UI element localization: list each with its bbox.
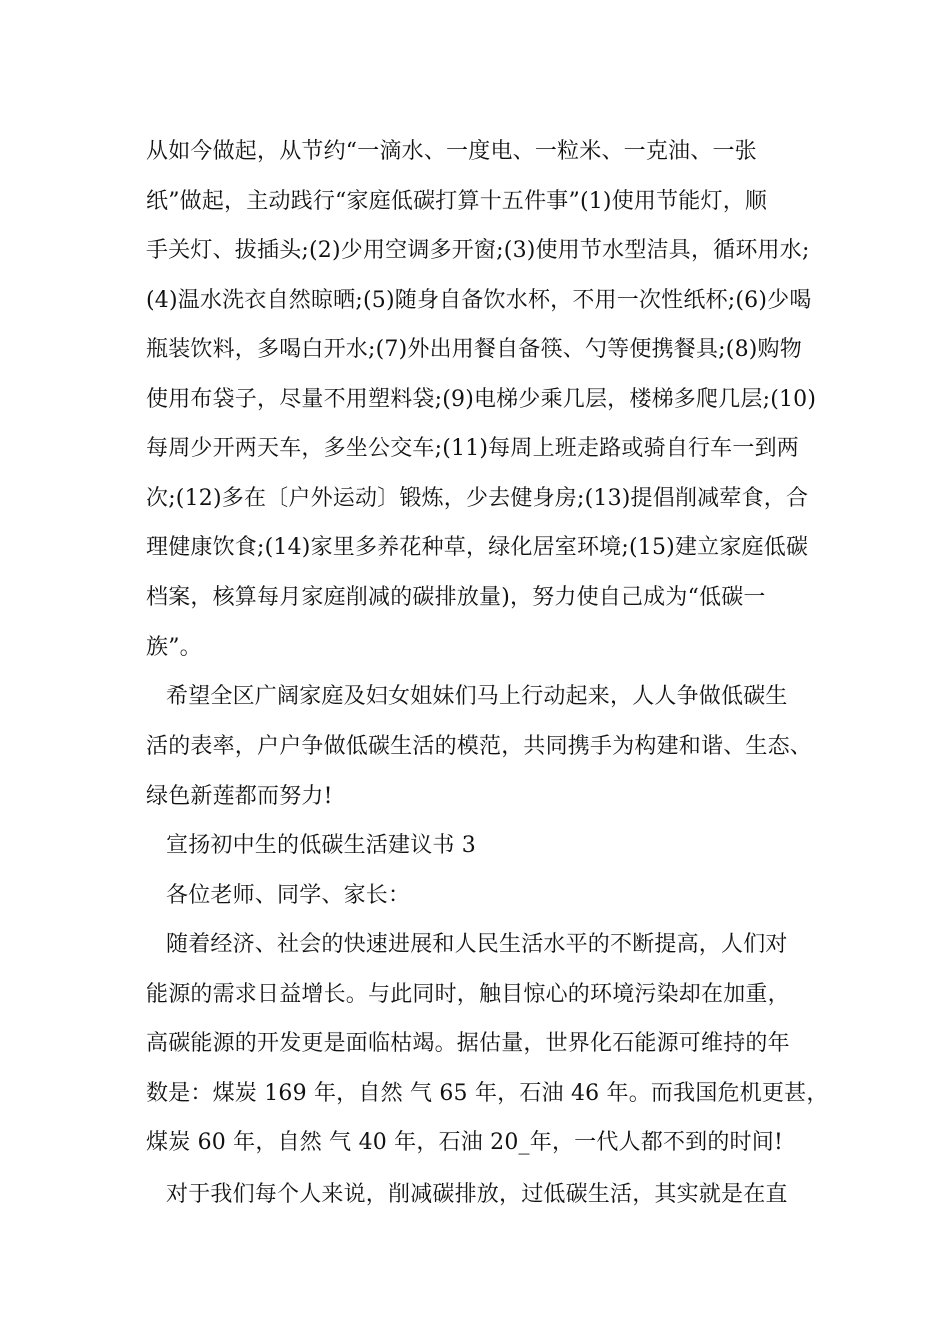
text-line: 数是：煤炭 169 年，自然 气 65 年，石油 46 年。而我国危机更甚，: [146, 1081, 829, 1106]
section-heading: 宣扬初中生的低碳生活建议书 3: [166, 833, 476, 858]
paragraph-start-line: 对于我们每个人来说，削减碳排放，过低碳生活，其实就是在直: [166, 1182, 788, 1207]
text-line: 手关灯、拔插头;(2)少用空调多开窗;(3)使用节水型洁具，循环用水;: [146, 238, 810, 263]
text-line: 每周少开两天车，多坐公交车;(11)每周上班走路或骑自行车一到两: [146, 436, 799, 461]
text-line: 理健康饮食;(14)家里多养花种草，绿化居室环境;(15)建立家庭低碳: [146, 535, 809, 560]
text-line: 次;(12)多在〔户外运动〕锻炼，少去健身房;(13)提倡削减荤食，合: [146, 486, 809, 511]
text-line: 纸”做起，主动践行“家庭低碳打算十五件事”(1)使用节能灯，顺: [146, 189, 768, 214]
text-line: 族”。: [146, 635, 202, 660]
text-line: 能源的需求日益增长。与此同时，触目惊心的环境污染却在加重，: [146, 982, 790, 1007]
text-line: 活的表率，户户争做低碳生活的模范，共同携手为构建和谐、生态、: [146, 734, 813, 759]
text-line: 煤炭 60 年，自然 气 40 年，石油 20_年，一代人都不到的时间!: [146, 1130, 783, 1155]
text-line: (4)温水洗衣自然晾晒;(5)随身自备饮水杯，不用一次性纸杯;(6)少喝: [146, 288, 812, 313]
text-line: 高碳能源的开发更是面临枯竭。据估量，世界化石能源可维持的年: [146, 1031, 790, 1056]
text-line: 瓶装饮料，多喝白开水;(7)外出用餐自备筷、勺等便携餐具;(8)购物: [146, 337, 802, 362]
paragraph-start-line: 随着经济、社会的快速进展和人民生活水平的不断提高，人们对: [166, 932, 788, 957]
text-line: 绿色新莲都而努力!: [146, 784, 333, 809]
text-line: 使用布袋子，尽量不用塑料袋;(9)电梯少乘几层，楼梯多爬几层;(10): [146, 387, 817, 412]
paragraph-start-line: 希望全区广阔家庭及妇女姐妹们马上行动起来，人人争做低碳生: [166, 684, 788, 709]
text-line: 从如今做起，从节约“一滴水、一度电、一粒米、一克油、一张: [146, 139, 757, 164]
text-line: 档案，核算每月家庭削减的碳排放量)，努力使自己成为“低碳一: [146, 585, 766, 610]
salutation: 各位老师、同学、家长：: [166, 883, 411, 908]
